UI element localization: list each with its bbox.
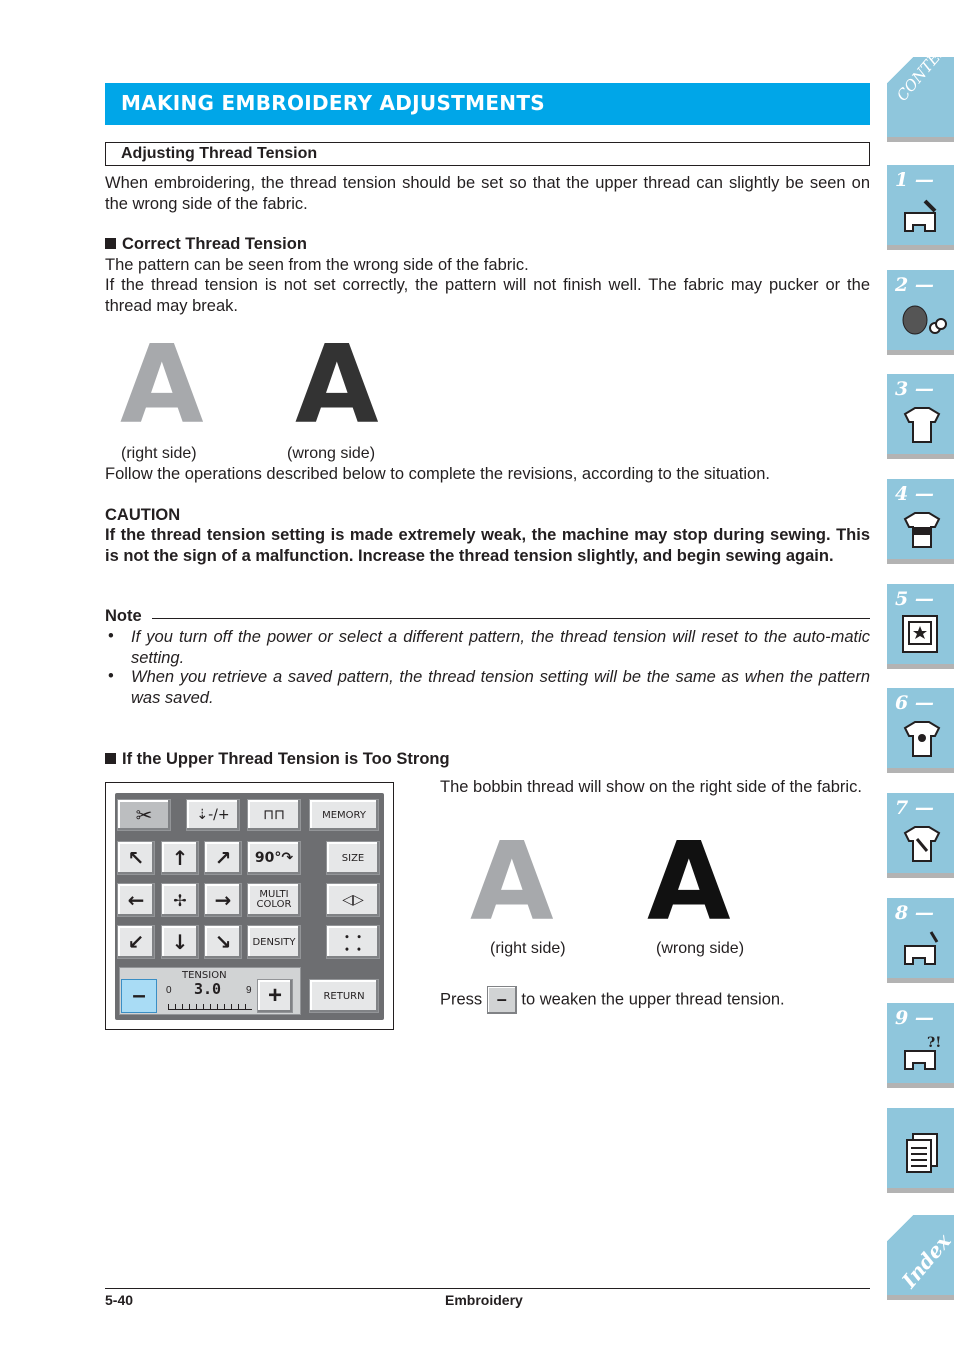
move-down-right-button[interactable] bbox=[204, 925, 242, 959]
arrow-up-right-icon: ↗ bbox=[214, 846, 232, 870]
tension-max: 9 bbox=[246, 985, 252, 996]
maintenance-icon bbox=[897, 924, 947, 974]
caution-text: If the thread tension setting is made extremely weak, the machine may stop during sewing. This is not the sign of a malfunction. Increase the thread tension slightly, and begin sewing again. bbox=[105, 526, 870, 565]
tension-value: 3.0 bbox=[194, 980, 222, 998]
move-down-button[interactable] bbox=[161, 925, 199, 959]
tab-number: 3 — bbox=[895, 378, 934, 400]
tension-minus-button[interactable] bbox=[121, 979, 157, 1013]
multi-label: MULTI bbox=[259, 889, 289, 900]
arrow-down-right-icon: ↘ bbox=[214, 930, 232, 954]
note-item-2: When you retrieve a saved pattern, the thread tension setting will be the same as when the pattern was saved. bbox=[131, 668, 870, 707]
density-button[interactable] bbox=[247, 925, 301, 959]
center-button[interactable] bbox=[161, 883, 199, 917]
tab-number: 2 — bbox=[895, 274, 934, 296]
tab-number: 7 — bbox=[895, 797, 934, 819]
rotate-button[interactable] bbox=[247, 841, 301, 875]
move-up-left-button[interactable] bbox=[117, 841, 155, 875]
control-panel bbox=[115, 793, 384, 1020]
tab-number: 8 — bbox=[895, 902, 934, 924]
note-item-1: If you turn off the power or select a different pattern, the thread tension will reset to the auto-matic setting. bbox=[131, 628, 870, 667]
trial-frame-icon: ⸬ bbox=[344, 930, 362, 955]
tab-number: 6 — bbox=[895, 692, 934, 714]
design-shirt-icon bbox=[897, 819, 947, 869]
strong-caption-wrong-side: (wrong side) bbox=[656, 940, 745, 957]
page-title: MAKING EMBROIDERY ADJUSTMENTS bbox=[105, 83, 870, 125]
section-subtitle: Adjusting Thread Tension bbox=[105, 142, 870, 166]
plus-icon: + bbox=[267, 982, 282, 1009]
minus-icon: – bbox=[132, 982, 146, 1009]
intro-paragraph: When embroidering, the thread tension should be set so that the upper thread can slightly be seen on the wrong side of the fabric. bbox=[105, 174, 870, 213]
contents-label: CONTENTS bbox=[893, 23, 965, 105]
too-strong-heading bbox=[105, 749, 870, 770]
square-bullet-icon bbox=[105, 238, 116, 249]
caption-right-side: (right side) bbox=[121, 445, 197, 462]
troubleshooting-icon bbox=[897, 1029, 947, 1079]
tension-label: TENSION bbox=[182, 970, 227, 981]
square-bullet-icon bbox=[105, 753, 116, 764]
caution-heading: CAUTION bbox=[105, 506, 181, 524]
sidebar-tab-3[interactable] bbox=[887, 374, 954, 459]
embroidery-frame-icon bbox=[897, 610, 947, 660]
move-left-button[interactable] bbox=[117, 883, 155, 917]
sewing-machine-icon bbox=[897, 191, 947, 241]
multi-color-button[interactable] bbox=[247, 883, 301, 917]
sample-letter-right-side: A bbox=[120, 323, 204, 448]
thread-spool-icon bbox=[897, 296, 947, 346]
sidebar-tab-appendix[interactable] bbox=[887, 1108, 954, 1193]
footer-section: Embroidery bbox=[445, 1292, 523, 1308]
heading-text: Correct Thread Tension bbox=[122, 235, 307, 253]
tshirt-icon bbox=[897, 400, 947, 450]
return-label: RETURN bbox=[323, 990, 365, 1002]
trial-button[interactable] bbox=[326, 925, 380, 959]
memory-button[interactable] bbox=[309, 799, 379, 831]
needle-position-button[interactable] bbox=[186, 799, 240, 831]
presser-foot-icon: ⊓⊓ bbox=[263, 807, 285, 823]
memory-label: MEMORY bbox=[322, 809, 366, 821]
strong-caption-right-side: (right side) bbox=[490, 940, 566, 957]
needle-icon: ⇣-/+ bbox=[196, 807, 230, 823]
sample-letter-wrong-side: A bbox=[295, 323, 379, 448]
svg-text:?!: ?! bbox=[927, 1035, 942, 1051]
correct-tension-heading bbox=[105, 234, 870, 255]
note-bullet-2: • bbox=[108, 667, 114, 685]
follow-paragraph: Follow the operations described below to complete the revisions, according to the situation. bbox=[105, 465, 770, 483]
density-label: DENSITY bbox=[252, 936, 296, 948]
sidebar-tab-6[interactable] bbox=[887, 688, 954, 773]
move-up-button[interactable] bbox=[161, 841, 199, 875]
color-label: COLOR bbox=[256, 899, 292, 910]
sidebar-tab-7[interactable] bbox=[887, 793, 954, 878]
index-label: Index bbox=[897, 1229, 956, 1293]
heading-text: If the Upper Thread Tension is Too Strong bbox=[122, 750, 450, 768]
too-strong-description: The bobbin thread will show on the right side of the fabric. bbox=[440, 778, 862, 796]
rotate-icon: 90°↷ bbox=[254, 850, 294, 866]
sidebar-tab-2[interactable] bbox=[887, 270, 954, 355]
tension-min: 0 bbox=[166, 985, 172, 996]
strong-letter-right-side: A bbox=[470, 820, 554, 945]
strong-letter-wrong-side: A bbox=[647, 820, 731, 945]
tab-number: 5 — bbox=[895, 588, 934, 610]
center-icon: ✢ bbox=[173, 890, 187, 910]
note-heading: Note bbox=[105, 607, 142, 625]
tab-number: 9 — bbox=[895, 1007, 934, 1029]
size-button[interactable] bbox=[326, 841, 380, 875]
return-button[interactable] bbox=[309, 979, 379, 1013]
sidebar-tab-5[interactable] bbox=[887, 584, 954, 669]
sidebar-tab-contents[interactable] bbox=[887, 23, 965, 142]
size-label: SIZE bbox=[341, 852, 365, 864]
move-up-right-button[interactable] bbox=[204, 841, 242, 875]
arrow-right-icon: → bbox=[214, 888, 232, 912]
move-right-button[interactable] bbox=[204, 883, 242, 917]
tension-plus-button[interactable] bbox=[257, 979, 293, 1013]
move-down-left-button[interactable] bbox=[117, 925, 155, 959]
note-divider bbox=[152, 618, 870, 619]
tension-scale bbox=[168, 1004, 252, 1010]
correct-line-2: If the thread tension is not set correctly, the pattern will not finish well. The fabric may pucker or the thread may break. bbox=[105, 276, 870, 315]
edit-shirt-icon bbox=[897, 714, 947, 764]
arrow-down-icon: ↓ bbox=[171, 930, 189, 954]
note-bullet-1: • bbox=[108, 627, 114, 645]
scissors-button[interactable] bbox=[117, 799, 171, 831]
presser-foot-button[interactable] bbox=[247, 799, 301, 831]
mirror-button[interactable] bbox=[326, 883, 380, 917]
sidebar-tab-9[interactable] bbox=[887, 1003, 954, 1088]
correct-line-1: The pattern can be seen from the wrong side of the fabric. bbox=[105, 256, 529, 274]
tab-number: 1 — bbox=[895, 169, 934, 191]
sidebar-tab-8[interactable] bbox=[887, 898, 954, 983]
mirror-icon: ◁▷ bbox=[342, 892, 364, 908]
footer-divider bbox=[105, 1288, 870, 1289]
sidebar-tab-4[interactable] bbox=[887, 479, 954, 564]
minus-button-illustration: – bbox=[487, 986, 517, 1014]
page-number: 5-40 bbox=[105, 1292, 134, 1308]
arrow-up-left-icon: ↖ bbox=[127, 846, 145, 870]
arrow-up-icon: ↑ bbox=[171, 846, 189, 870]
press-text: Press bbox=[440, 990, 483, 1009]
tab-number: 4 — bbox=[895, 483, 934, 505]
scissors-icon: ✂ bbox=[135, 803, 153, 827]
sidebar-tab-index[interactable] bbox=[887, 1215, 954, 1300]
documents-icon bbox=[897, 1130, 947, 1180]
embroidered-shirt-icon bbox=[897, 505, 947, 555]
press-instruction bbox=[440, 986, 785, 1014]
arrow-down-left-icon: ↙ bbox=[127, 930, 145, 954]
arrow-left-icon: ← bbox=[127, 888, 145, 912]
press-text-after: to weaken the upper thread tension. bbox=[521, 990, 785, 1009]
sidebar-tab-1[interactable] bbox=[887, 165, 954, 250]
caption-wrong-side: (wrong side) bbox=[287, 445, 376, 462]
